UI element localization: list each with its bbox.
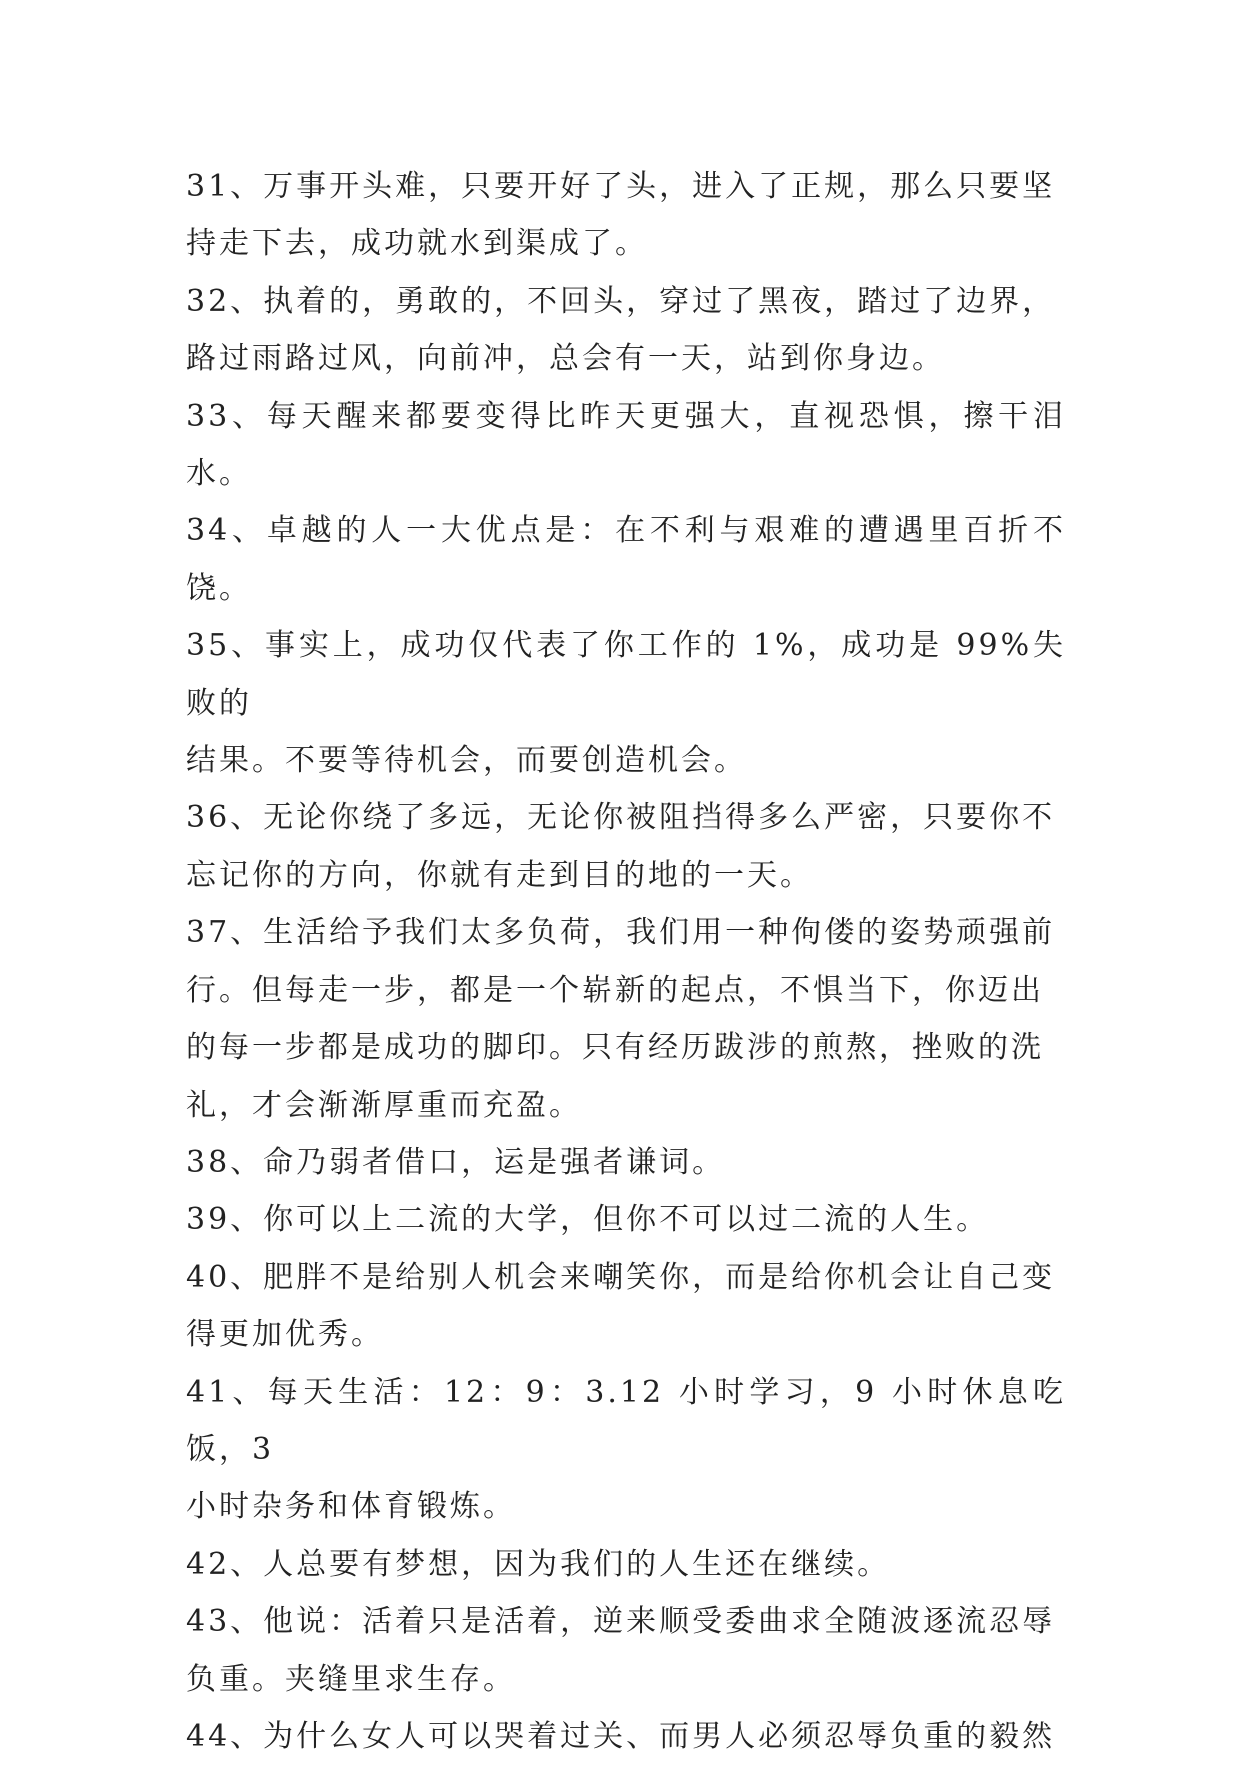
text-line: 的每一步都是成功的脚印。只有经历跋涉的煎熬，挫败的洗: [186, 1030, 1044, 1066]
text-line: 礼，才会渐渐厚重而充盈。: [186, 1087, 582, 1123]
text-line: 40、肥胖不是给别人机会来嘲笑你，而是给你机会让自己变: [186, 1259, 1056, 1295]
text-line: 44、为什么女人可以哭着过关、而男人必须忍辱负重的毅然: [186, 1718, 1056, 1754]
text-line: 31、万事开头难，只要开好了头，进入了正规，那么只要坚: [186, 169, 1056, 204]
text-line: 36、无论你绕了多远，无论你被阻挡得多么严密，只要你不: [186, 800, 1056, 836]
text-line: 忘记你的方向，你就有走到目的地的一天。: [186, 857, 813, 893]
text-line: 41、每天生活：12：9：3.12 小时学习，9 小时休息吃饭，3: [186, 1374, 1066, 1467]
text-line: 42、人总要有梦想，因为我们的人生还在继续。: [186, 1546, 891, 1582]
document-body: [186, 158, 1066, 1765]
text-line: 负重。夹缝里求生存。: [186, 1661, 516, 1697]
text-line: 38、命乃弱者借口，运是强者谦词。: [186, 1144, 726, 1180]
text-line: 得更加优秀。: [186, 1317, 384, 1353]
text-line: 35、事实上，成功仅代表了你工作的 1%，成功是 99%失败的: [186, 628, 1066, 721]
text-line: 持走下去，成功就水到渠成了。: [186, 226, 648, 262]
text-line: 小时杂务和体育锻炼。: [186, 1489, 516, 1525]
text-line: 路过雨路过风，向前冲，总会有一天，站到你身边。: [186, 341, 945, 377]
text-line: 结果。不要等待机会，而要创造机会。: [186, 743, 747, 779]
text-line: 行。但每走一步，都是一个崭新的起点，不惧当下，你迈出: [186, 972, 1044, 1008]
text-line: 33、每天醒来都要变得比昨天更强大，直视恐惧，擦干泪水。: [186, 398, 1066, 492]
text-line: 39、你可以上二流的大学，但你不可以过二流的人生。: [186, 1202, 990, 1238]
text-line: 32、执着的，勇敢的，不回头，穿过了黑夜，踏过了边界，: [186, 283, 1056, 319]
text-line: 37、生活给予我们太多负荷，我们用一种佝偻的姿势顽强前: [186, 915, 1056, 951]
text-line: 34、卓越的人一大优点是：在不利与艰难的遭遇里百折不饶。: [186, 513, 1066, 606]
text-line: 43、他说：活着只是活着，逆来顺受委曲求全随波逐流忍辱: [186, 1604, 1056, 1640]
